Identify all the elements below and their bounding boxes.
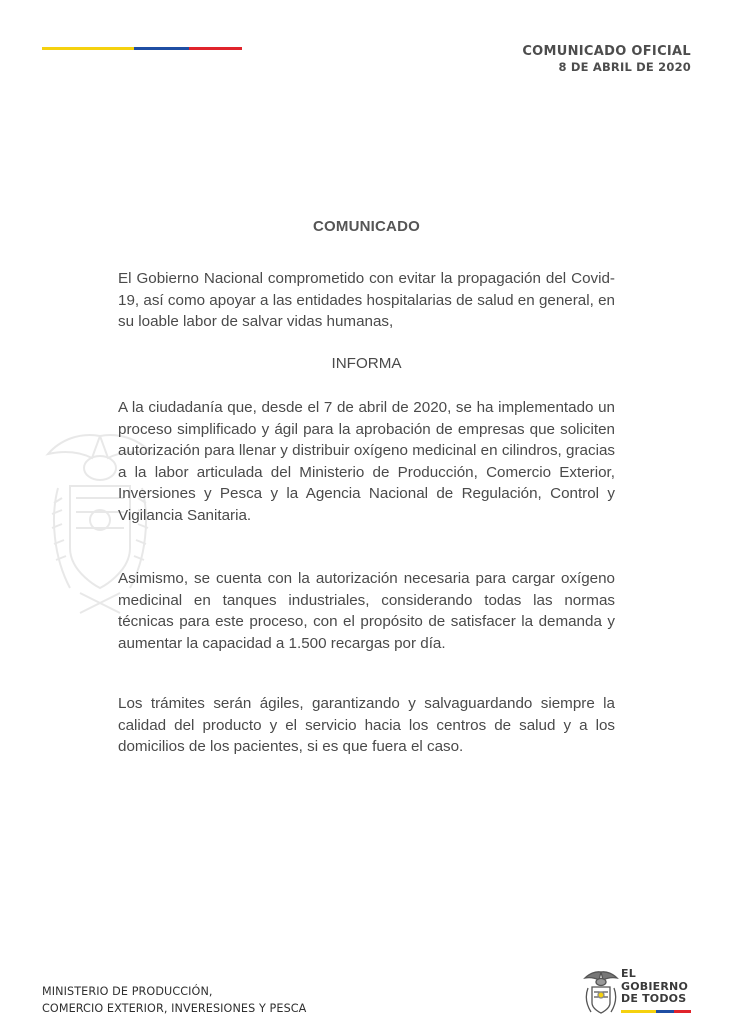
body-paragraph-1: A la ciudadanía que, desde el 7 de abril de 2020, se ha implementado un proceso simplificado y ágil para la aprobación de empresas que soliciten autorización para llenar y distribuir oxígeno medicinal en cilindros, gracias a la labor articulada del Ministerio de Producción, Comercio Exterior, Inversiones y Pesca y la Agencia Nacional de Regulación, Control y Vigilancia Sanitaria. <box>118 399 615 524</box>
logo-text <box>621 968 688 1006</box>
logo-text-line-2: GOBIERNO <box>621 979 688 993</box>
header-title: COMUNICADO OFICIAL <box>522 44 691 59</box>
gobierno-de-todos-logo <box>583 968 693 1018</box>
logo-stripe-yellow <box>621 1010 656 1013</box>
ecuador-coat-of-arms-icon <box>583 970 619 1016</box>
header-block <box>522 44 691 75</box>
logo-stripe-red <box>674 1010 691 1013</box>
flag-stripe-blue <box>134 47 189 50</box>
footer-ministry-line-1: MINISTERIO DE PRODUCCIÓN, <box>42 985 213 998</box>
body-paragraph-2: Asimismo, se cuenta con la autorización necesaria para cargar oxígeno medicinal en tanques industriales, considerando todas las normas técnicas para este proceso, con el propósito de satisfacer la demanda y aumentar la capacidad a 1.500 recargas por día. <box>118 570 615 652</box>
logo-text-line-1: EL <box>621 967 636 980</box>
flag-stripe-yellow <box>42 47 134 50</box>
logo-flag-stripe <box>621 1010 691 1013</box>
document-title: COMUNICADO <box>313 218 420 235</box>
footer-ministry-line-2: COMERCIO EXTERIOR, INVERESIONES Y PESCA <box>42 1002 307 1015</box>
header-flag-stripe <box>42 47 242 50</box>
flag-stripe-red <box>189 47 242 50</box>
footer-ministry <box>42 983 306 1017</box>
logo-text-line-3: DE TODOS <box>621 992 687 1005</box>
logo-stripe-blue <box>656 1010 674 1013</box>
body-paragraph-3: Los trámites serán ágiles, garantizando y salvaguardando siempre la calidad del producto y el servicio hacia los centros de salud y a los domicilios de los pacientes, si es que fuera el caso. <box>118 695 615 755</box>
header-date: 8 DE ABRIL DE 2020 <box>558 60 691 74</box>
intro-paragraph: El Gobierno Nacional comprometido con evitar la propagación del Covid-19, así como apoyar a las entidades hospitalarias de salud en general, en su loable labor de salvar vidas humanas, <box>118 270 615 330</box>
informa-heading: INFORMA <box>331 355 402 372</box>
